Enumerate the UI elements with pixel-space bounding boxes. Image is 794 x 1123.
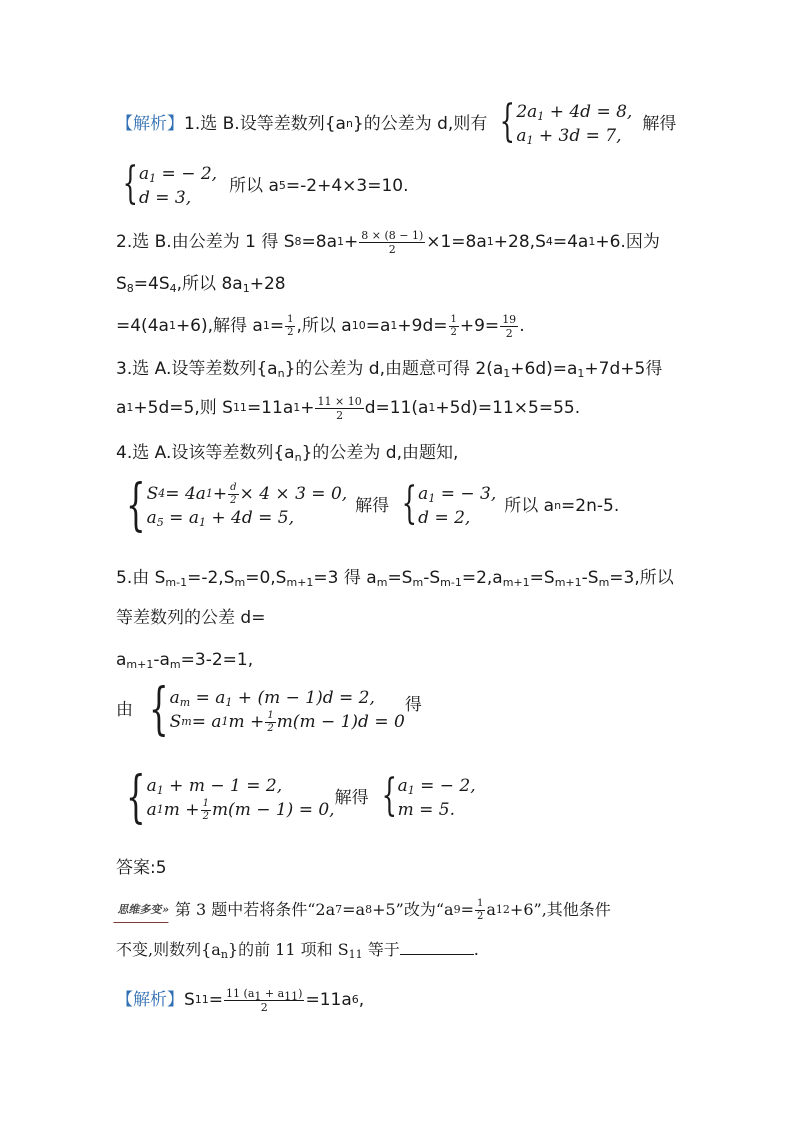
variant-line-2: 不变,则数列$\{a_n\}$的前 11 项和 $S_{11}$ 等于 . [116, 940, 479, 961]
answer: 答案:5 [116, 858, 167, 878]
equation-system-5: { $a_m = a_1 + (m - 1)d = 2$, S m = a 1 m + $\frac{1}{2}$ m(m − 1)d = 0 [149, 677, 405, 742]
line-14: { $a_1 + m - 1 = 2$, a 1 m + $\frac{1}{2}$ m(m − 1) = 0, 解得 { $a_1$ = − 2, m = 5. [110, 764, 476, 832]
answer-blank[interactable] [400, 940, 474, 955]
line-10: 5.由 $S_{m-1}=-2,S_m=0,S_{m+1}=3$ 得 $a_m=S_m-S_{m-1}=2,a_{m+1}=S_{m+1}-S_m=3$,所以 [116, 568, 674, 589]
line-8: 4.选 A.设该等差数列$\{a_n\}$的公差为 d,由题知, [116, 443, 459, 464]
line-2: { $a_1$ = − 2, d = 3, 所以 a 5 =-2+4×3=10. [110, 160, 409, 212]
line-7: a 1 +5d=5,则 S 11 =11a 1 + $\frac{11 \times 10}{2}$ d=11(a 1 +5d)=11×5=55. [116, 394, 581, 422]
line-1: 【解析】 1.选 B.设等差数列{a n }的公差为 d,则有 { $2a_1 + 4d = 8$, $a_1 + 3d = 7$, 解得 [116, 96, 677, 147]
equation-system-3: { S 4 = 4a 1 + $\frac{d}{2}$ × 4 × 3 = 0, $a_5 = a_1 + 4d = 5$, [126, 473, 348, 538]
line-9: { S 4 = 4a 1 + $\frac{d}{2}$ × 4 × 3 = 0, $a_5 = a_1 + 4d = 5$, 解得 { $a_1$ = − 3, d = 2, 所以 a n =2n-5. [110, 474, 619, 538]
variant-line-1: 思维多变» 第 3 题中若将条件“2a 7 =a 8 +5”改为“a 9 = $\frac{1}{2}$ a 12 +6”,其他条件 [116, 894, 611, 926]
equation-system-2: { $a_1$ = − 2, d = 3, [122, 158, 218, 209]
equation-system-1: { $2a_1 + 4d = 8$, $a_1 + 3d = 7$, [499, 96, 633, 147]
line-5: =4(4a 1 +6),解得 a 1 = $\frac{1}{2}$ ,所以 a 10 =a 1 +9d= $\frac{1}{2}$ +9= $\frac{19}{2}$ . [116, 312, 525, 340]
variant-tag: 思维多变» [113, 898, 173, 923]
analysis-label-2: 【解析】 [116, 990, 184, 1010]
analysis-label: 【解析】 [116, 114, 184, 134]
line-6: 3.选 A.设等差数列$\{a_n\}$的公差为 d,由题意可得 $2(a_1+6d)=a_1+7d+5$得 [116, 359, 663, 380]
equation-system-7: { $a_1$ = − 2, m = 5. [381, 770, 476, 821]
line-11: 等差数列的公差 d= [116, 608, 266, 628]
equation-system-6: { $a_1 + m - 1 = 2$, a 1 m + $\frac{1}{2}$ m(m − 1) = 0, [126, 765, 335, 830]
final-analysis: 【解析】 S 11 = $\frac{11 (a_1 + a_{11})}{2}$ =11a 6 , [116, 986, 365, 1014]
line-4: $S_8=4S_4$,所以 $8a_1+28$ [116, 274, 286, 295]
line-3: 2.选 B.由公差为 1 得 S 8 =8a 1 + $\frac{8 \times (8 - 1)}{2}$ ×1=8a 1 +28,S 4 =4a 1 +6.因为 [116, 228, 660, 256]
line-12: $a_{m+1}-a_m=3-2=1$, [116, 650, 254, 671]
line-13: 由 { $a_m = a_1 + (m - 1)d = 2$, S m = a 1 m + $\frac{1}{2}$ m(m − 1)d = 0 得 [116, 677, 422, 742]
equation-system-4: { $a_1$ = − 3, d = 2, [401, 478, 497, 529]
